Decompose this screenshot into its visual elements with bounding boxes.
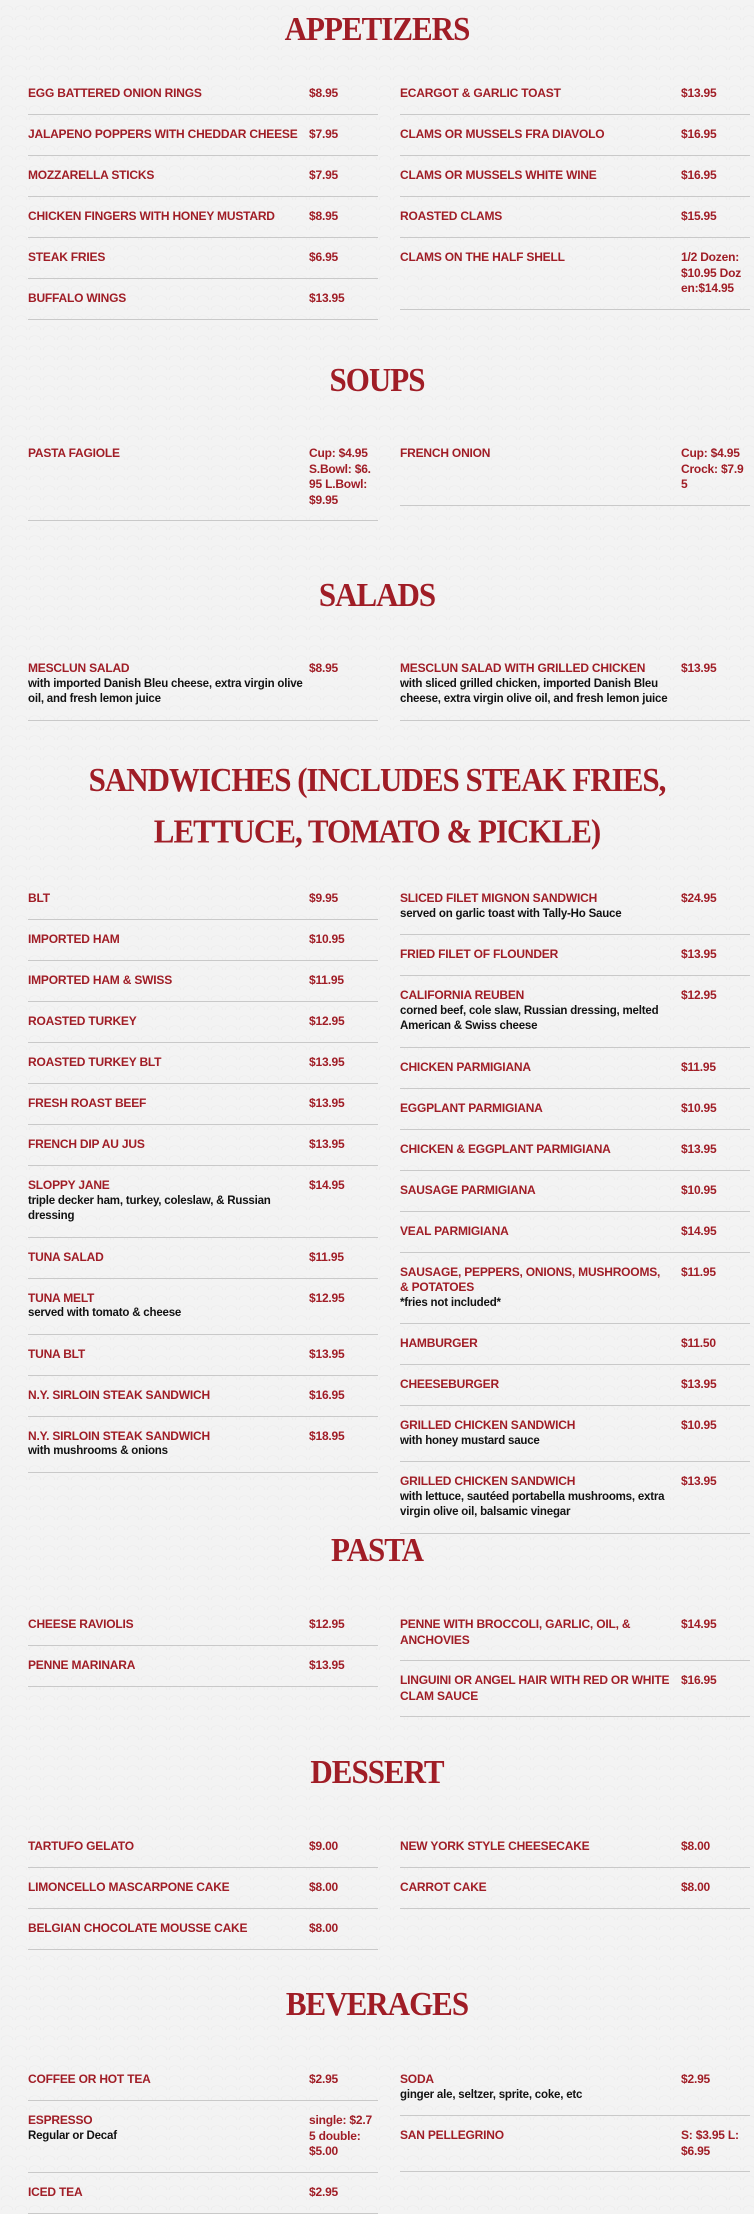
menu-item-description: Regular or Decaf (28, 2129, 117, 2142)
menu-item (28, 649, 378, 721)
section-heading: SANDWICHES (INCLUDES STEAK FRIES, LETTUCE, TOMATO & PICKLE) (88, 760, 666, 851)
menu-item-description: with honey mustard sauce (400, 1434, 540, 1447)
menu-item-name: N.Y. SIRLOIN STEAK SANDWICH (28, 1428, 210, 1443)
menu-item-name: SAUSAGE PARMIGIANA (400, 1182, 536, 1197)
menu-item-name: ECARGOT & GARLIC TOAST (400, 86, 561, 100)
menu-item (400, 1827, 750, 1868)
menu-item-name: CHEESE RAVIOLIS (28, 1617, 134, 1631)
menu-item (28, 1909, 378, 1950)
menu-item-name: MESCLUN SALAD WITH GRILLED CHICKEN (400, 661, 646, 675)
menu-item (28, 920, 378, 961)
menu-item-name: TUNA MELT (28, 1290, 95, 1305)
menu-item (400, 2116, 750, 2172)
menu-item-price: $7.95 (309, 127, 339, 141)
menu-item-price: $9.00 (309, 1839, 339, 1853)
menu-item-name: ROASTED TURKEY (28, 1014, 137, 1028)
menu-item (28, 2060, 378, 2101)
menu-item-price: $8.00 (681, 1880, 711, 1894)
menu-item (400, 74, 750, 115)
menu-item (400, 879, 750, 935)
menu-item-name: FRESH ROAST BEEF (28, 1096, 147, 1110)
menu-item-price: $8.95 (309, 86, 339, 100)
menu-item-price: $8.00 (309, 1880, 339, 1894)
menu-item (28, 1084, 378, 1125)
menu-item-name: VEAL PARMIGIANA (400, 1223, 509, 1238)
menu-item (28, 2173, 378, 2214)
menu-item-price: $14.95 (681, 1223, 717, 1238)
menu-item-name: BELGIAN CHOCOLATE MOUSSE CAKE (28, 1921, 248, 1935)
menu-item-price: $2.95 (309, 2072, 339, 2086)
menu-item (28, 879, 378, 920)
menu-item (400, 1171, 750, 1212)
menu-item-description: served on garlic toast with Tally-Ho Sauce (400, 907, 622, 920)
menu-item-name: CLAMS ON THE HALF SHELL (400, 250, 565, 264)
menu-item-price: $13.95 (681, 86, 717, 100)
menu-item-name: ESPRESSO (28, 2113, 93, 2127)
menu-item-price: Cup: $4.95 Crock: $7.95 (681, 446, 744, 491)
menu-item-description: served with tomato & cheese (28, 1307, 182, 1319)
menu-item-name: SLICED FILET MIGNON SANDWICH (400, 891, 598, 905)
menu-item (400, 1661, 750, 1717)
menu-item-price: $14.95 (309, 1178, 345, 1192)
menu-item-price: $13.95 (681, 947, 717, 961)
section-heading: BEVERAGES (285, 1984, 469, 2023)
menu-item-name: LIMONCELLO MASCARPONE CAKE (28, 1880, 230, 1894)
menu-item-price: $2.95 (309, 2185, 339, 2199)
menu-item-price: $12.95 (309, 1014, 345, 1028)
menu-item-price: $11.95 (309, 973, 344, 987)
menu-item (400, 1048, 750, 1089)
column-right (400, 1827, 750, 1909)
menu-item-name: BUFFALO WINGS (28, 291, 127, 305)
menu-item-name: SAUSAGE, PEPPERS, ONIONS, MUSHROOMS, & POTATOES (400, 1264, 661, 1294)
menu-item-description: ginger ale, seltzer, sprite, coke, etc (400, 2088, 583, 2101)
menu-item-description: with sliced grilled chicken, imported Danish Bleu cheese, extra virgin olive oil, and fresh lemon juice (400, 677, 668, 705)
menu-item-name: CHICKEN FINGERS WITH HONEY MUSTARD (28, 209, 275, 223)
menu-item (28, 1002, 378, 1043)
menu-item (28, 197, 378, 238)
menu-item-price: $13.95 (681, 1474, 717, 1488)
menu-item-price: $13.95 (681, 661, 717, 675)
menu-item-price: single: $2.75 double: $5.00 (309, 2113, 372, 2158)
menu-item-price: $7.95 (309, 168, 339, 182)
menu-item-price: $8.00 (309, 1921, 339, 1935)
menu-item (400, 1406, 750, 1462)
menu-item (400, 2060, 750, 2116)
menu-item-price: $16.95 (309, 1387, 345, 1402)
menu-item (400, 434, 750, 506)
menu-item (400, 1605, 750, 1661)
menu-item-price: $13.95 (309, 1137, 345, 1151)
menu-item-price: $13.95 (309, 291, 345, 305)
menu-item-price: $13.95 (309, 1096, 345, 1110)
menu-item-price: $13.95 (309, 1346, 345, 1361)
menu-item-description: with mushrooms & onions (28, 1445, 168, 1457)
menu-item (400, 1130, 750, 1171)
menu-item-name: TUNA BLT (28, 1346, 86, 1361)
menu-item-name: N.Y. SIRLOIN STEAK SANDWICH (28, 1387, 210, 1402)
menu-item-price: S: $3.95 L: $6.95 (681, 2128, 739, 2158)
menu-item-price: $8.00 (681, 1839, 711, 1853)
menu-item-name: MOZZARELLA STICKS (28, 168, 155, 182)
menu-item-name: LINGUINI OR ANGEL HAIR WITH RED OR WHITE CLAM SAUCE (400, 1673, 670, 1703)
menu-item-price: $13.95 (309, 1055, 345, 1069)
menu-item-name: CALIFORNIA REUBEN (400, 988, 525, 1002)
menu-item (28, 279, 378, 320)
menu-item-price: $10.95 (309, 932, 345, 946)
menu-item (400, 115, 750, 156)
menu-item-name: PENNE MARINARA (28, 1658, 136, 1672)
menu-item-name: CHICKEN & EGGPLANT PARMIGIANA (400, 1141, 611, 1156)
menu-item (400, 976, 750, 1048)
column-left (28, 74, 378, 320)
menu-item-name: BLT (28, 891, 50, 905)
menu-item-price: $12.95 (309, 1290, 345, 1305)
menu-item-description: with lettuce, sautéed portabella mushrooms, extra virgin olive oil, balsamic vinegar (400, 1490, 665, 1518)
menu-item (28, 1605, 378, 1646)
menu-item-price: $11.50 (681, 1336, 716, 1350)
column-left (28, 2060, 378, 2214)
menu-item-name: STEAK FRIES (28, 250, 106, 264)
menu-item-name: SODA (400, 2072, 434, 2086)
menu-item-price: $12.95 (309, 1617, 345, 1631)
menu-item-price: $8.95 (309, 661, 339, 675)
menu-item (28, 115, 378, 156)
menu-item-name: FRIED FILET OF FLOUNDER (400, 947, 559, 961)
menu-item-name: TARTUFO GELATO (28, 1839, 134, 1853)
menu-item-price: $9.95 (309, 891, 339, 905)
menu-item-name: CHICKEN PARMIGIANA (400, 1059, 531, 1074)
menu-item (28, 156, 378, 197)
column-left (28, 1827, 378, 1950)
menu-item-name: CLAMS OR MUSSELS WHITE WINE (400, 168, 597, 182)
menu-item-name: ICED TEA (28, 2185, 83, 2199)
menu-item-name: SLOPPY JANE (28, 1178, 110, 1192)
column-right (400, 1605, 750, 1717)
column-left (28, 649, 378, 721)
menu-item-description: corned beef, cole slaw, Russian dressing, melted American & Swiss cheese (400, 1004, 659, 1032)
section-heading: APPETIZERS (284, 9, 470, 48)
menu-item (28, 961, 378, 1002)
menu-item-name: MESCLUN SALAD (28, 661, 130, 675)
menu-item-price: $13.95 (681, 1377, 717, 1391)
menu-item-name: PENNE WITH BROCCOLI, GARLIC, OIL, & ANCHOVIES (400, 1617, 631, 1647)
menu-item-name: CLAMS OR MUSSELS FRA DIAVOLO (400, 127, 605, 141)
menu-item-price: $10.95 (681, 1418, 717, 1432)
column-left (28, 1605, 378, 1687)
column-left (28, 434, 378, 521)
menu-item (400, 1212, 750, 1253)
menu-item (28, 74, 378, 115)
column-right (400, 2060, 750, 2172)
column-right (400, 434, 750, 506)
menu-item-price: $6.95 (309, 250, 339, 264)
menu-item-price: $11.95 (681, 1059, 716, 1074)
menu-item (400, 197, 750, 238)
menu-item-description: with imported Danish Bleu cheese, extra virgin olive oil, and fresh lemon juice (28, 677, 303, 705)
menu-item (28, 238, 378, 279)
menu-item-description: *fries not included* (400, 1296, 501, 1309)
menu-item-price: $16.95 (681, 127, 717, 141)
menu-item (400, 1462, 750, 1534)
section-heading: SALADS (318, 575, 436, 614)
menu-item (28, 1238, 378, 1279)
menu-item (400, 935, 750, 976)
menu-item-price: $13.95 (681, 1141, 717, 1156)
menu-item-name: CHEESEBURGER (400, 1377, 499, 1391)
menu-item-name: EGG BATTERED ONION RINGS (28, 86, 202, 100)
column-left (28, 879, 378, 1473)
menu-item-name: CARROT CAKE (400, 1880, 487, 1894)
menu-item-price: 1/2 Dozen: $10.95 Dozen:$14.95 (681, 250, 742, 295)
menu-item-price: $12.95 (681, 988, 717, 1002)
menu-item (28, 1827, 378, 1868)
menu-item (400, 1365, 750, 1406)
menu-item (28, 1376, 378, 1417)
menu-item (400, 156, 750, 197)
menu-item-price: $2.95 (681, 2072, 711, 2086)
menu-item (400, 1253, 750, 1325)
menu-item-name: PASTA FAGIOLE (28, 446, 120, 460)
menu-item (28, 2101, 378, 2173)
section-heading: PASTA (330, 1530, 424, 1569)
menu-item (400, 1089, 750, 1130)
menu-item (400, 1868, 750, 1909)
menu-item-price: $15.95 (681, 209, 717, 223)
column-right (400, 879, 750, 1534)
menu-item-price: $16.95 (681, 1673, 717, 1687)
menu-item (28, 1279, 378, 1335)
menu-item-price: $13.95 (309, 1658, 345, 1672)
menu-item-name: FRENCH ONION (400, 446, 491, 460)
menu-item-price: $8.95 (309, 209, 339, 223)
menu-item (400, 649, 750, 721)
menu-item-name: COFFEE OR HOT TEA (28, 2072, 151, 2086)
menu-item-price: $10.95 (681, 1182, 717, 1197)
menu-item-name: IMPORTED HAM (28, 932, 120, 946)
menu-item (400, 1324, 750, 1365)
menu-item-name: ROASTED CLAMS (400, 209, 503, 223)
menu-item (28, 1125, 378, 1166)
menu-item-price: $16.95 (681, 168, 717, 182)
menu-item (400, 238, 750, 310)
menu-item-price: $11.95 (681, 1264, 716, 1279)
menu-item-name: SAN PELLEGRINO (400, 2128, 504, 2142)
menu-item (28, 1868, 378, 1909)
section-heading: DESSERT (310, 1752, 444, 1791)
menu-item-name: HAMBURGER (400, 1336, 478, 1350)
menu-item (28, 434, 378, 521)
menu-item-price: $14.95 (681, 1617, 717, 1631)
menu-item-name: NEW YORK STYLE CHEESECAKE (400, 1839, 590, 1853)
menu-item-name: FRENCH DIP AU JUS (28, 1137, 145, 1151)
menu-item-price: $18.95 (309, 1428, 345, 1443)
menu-item-price: Cup: $4.95 S.Bowl: $6.95 L.Bowl: $9.95 (309, 446, 371, 507)
menu-item-name: IMPORTED HAM & SWISS (28, 973, 173, 987)
menu-item-name: JALAPENO POPPERS WITH CHEDDAR CHEESE (28, 127, 298, 141)
menu-item-price: $24.95 (681, 891, 717, 905)
section-heading: SOUPS (329, 360, 425, 399)
menu-item (28, 1646, 378, 1687)
menu-item-name: ROASTED TURKEY BLT (28, 1055, 162, 1069)
menu-item-description: triple decker ham, turkey, coleslaw, & Russian dressing (28, 1194, 271, 1222)
menu-item-price: $11.95 (309, 1249, 344, 1264)
column-right (400, 649, 750, 721)
menu-item-name: EGGPLANT PARMIGIANA (400, 1100, 543, 1115)
menu-item (28, 1166, 378, 1238)
column-right (400, 74, 750, 310)
menu-item (28, 1335, 378, 1376)
menu-item-name: TUNA SALAD (28, 1249, 104, 1264)
menu-item (28, 1417, 378, 1473)
menu-item-name: GRILLED CHICKEN SANDWICH (400, 1474, 576, 1488)
menu-item-name: GRILLED CHICKEN SANDWICH (400, 1418, 576, 1432)
menu-item (28, 1043, 378, 1084)
menu-item-price: $10.95 (681, 1100, 717, 1115)
